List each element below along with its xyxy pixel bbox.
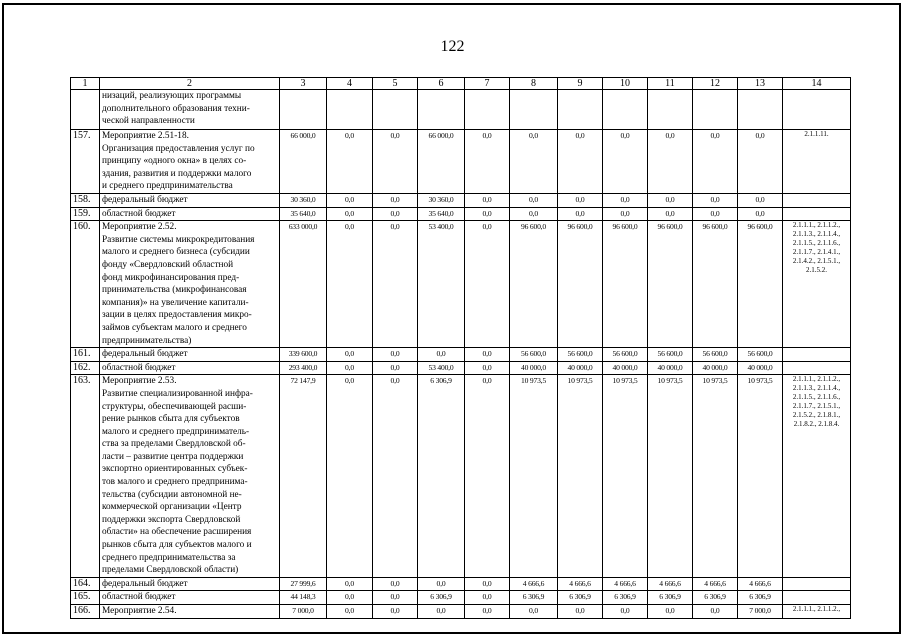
value-cell: 0,0	[327, 194, 373, 208]
description-line: принципу «одного окна» в целях со-	[102, 156, 247, 167]
value-cell: 0,0	[327, 207, 373, 221]
table-row	[71, 605, 851, 619]
budget-table	[70, 77, 851, 619]
column-header-13: 13	[738, 78, 783, 90]
description-line: экспортно ориентированных субъек-	[102, 464, 248, 475]
row-description	[100, 130, 280, 194]
value-cell: 96 600,0	[558, 221, 603, 348]
row-description	[100, 221, 280, 348]
table-body	[71, 78, 851, 619]
row-description	[100, 577, 280, 591]
value-cell: 0,0	[465, 221, 510, 348]
column-header-9: 9	[558, 78, 603, 90]
value-cell: 40 000,0	[510, 361, 558, 375]
value-cell: 53 400,0	[418, 361, 465, 375]
description-line: Организация предоставления услуг по	[102, 143, 255, 154]
value-cell	[373, 90, 418, 130]
indicator-line: 2.1.1.7., 2.1.5.1.,	[792, 402, 841, 411]
row-description	[100, 348, 280, 362]
description-line: федеральный бюджет	[102, 349, 188, 360]
target-indicators-cell	[783, 90, 851, 130]
value-cell: 0,0	[603, 207, 648, 221]
row-number: 163.	[71, 375, 100, 578]
description-line: здания, развития и поддержки малого	[102, 168, 252, 179]
value-cell: 66 000,0	[280, 130, 327, 194]
value-cell: 0,0	[648, 194, 693, 208]
value-cell: 0,0	[373, 605, 418, 619]
column-header-10: 10	[603, 78, 648, 90]
value-cell: 0,0	[558, 194, 603, 208]
value-cell: 0,0	[327, 361, 373, 375]
row-description	[100, 194, 280, 208]
value-cell: 0,0	[418, 577, 465, 591]
value-cell: 40 000,0	[603, 361, 648, 375]
description-line: принимательства (микрофинансовая	[102, 285, 247, 296]
value-cell: 6 306,9	[648, 591, 693, 605]
value-cell: 0,0	[373, 194, 418, 208]
value-cell: 7 000,0	[738, 605, 783, 619]
value-cell: 0,0	[693, 605, 738, 619]
value-cell: 293 400,0	[280, 361, 327, 375]
value-cell: 0,0	[738, 130, 783, 194]
column-header-14: 14	[783, 78, 851, 90]
value-cell: 0,0	[465, 591, 510, 605]
indicator-line: 2.1.5.2., 2.1.8.1.,	[792, 411, 841, 420]
description-line: тов малого и среднего предпринима-	[102, 477, 248, 488]
value-cell: 0,0	[738, 207, 783, 221]
description-line: пределами Свердловской области)	[102, 565, 239, 576]
indicator-line: 2.1.1.1., 2.1.1.2.,	[792, 375, 841, 384]
value-cell: 40 000,0	[693, 361, 738, 375]
value-cell: 6 306,9	[738, 591, 783, 605]
value-cell: 6 306,9	[418, 591, 465, 605]
description-line: дополнительного образования техни-	[102, 103, 250, 114]
table-row	[71, 577, 851, 591]
indicator-line: 2.1.8.2., 2.1.8.4.	[793, 420, 840, 429]
indicator-line: 2.1.1.1., 2.1.1.2.,	[792, 605, 841, 613]
value-cell: 0,0	[465, 605, 510, 619]
description-line: федеральный бюджет	[102, 578, 188, 589]
table-row	[71, 207, 851, 221]
indicator-line: 2.1.1.3., 2.1.1.4.,	[792, 384, 841, 393]
value-cell	[418, 90, 465, 130]
target-indicators-cell	[783, 361, 851, 375]
row-number: 166.	[71, 605, 100, 619]
value-cell: 0,0	[558, 130, 603, 194]
value-cell: 0,0	[603, 605, 648, 619]
value-cell: 0,0	[465, 194, 510, 208]
value-cell: 0,0	[693, 130, 738, 194]
description-line: предпринимательства)	[102, 335, 192, 346]
row-number: 157.	[71, 130, 100, 194]
indicator-line: 2.1.1.11.	[804, 130, 829, 138]
value-cell: 72 147,9	[280, 375, 327, 578]
row-description	[100, 605, 280, 619]
value-cell	[738, 90, 783, 130]
value-cell: 30 360,0	[280, 194, 327, 208]
value-cell: 6 306,9	[603, 591, 648, 605]
value-cell: 0,0	[327, 375, 373, 578]
value-cell: 0,0	[693, 207, 738, 221]
value-cell: 96 600,0	[693, 221, 738, 348]
value-cell: 0,0	[327, 221, 373, 348]
value-cell: 10 973,5	[558, 375, 603, 578]
value-cell: 0,0	[648, 207, 693, 221]
value-cell: 0,0	[327, 605, 373, 619]
description-line: Мероприятие 2.53.	[102, 376, 177, 387]
value-cell: 56 600,0	[558, 348, 603, 362]
value-cell: 4 666,6	[510, 577, 558, 591]
column-header-4: 4	[327, 78, 373, 90]
value-cell: 0,0	[510, 194, 558, 208]
row-description	[100, 361, 280, 375]
description-line: ческой направленности	[102, 116, 195, 127]
row-number	[71, 90, 100, 130]
description-line: и среднего предпринимательства	[102, 181, 233, 192]
row-description	[100, 90, 280, 130]
table-row	[71, 375, 851, 578]
value-cell: 0,0	[510, 207, 558, 221]
description-line: ласти – развитие центра поддержки	[102, 451, 244, 462]
value-cell: 96 600,0	[648, 221, 693, 348]
value-cell	[280, 90, 327, 130]
description-line: структуры, обеспечивающей расши-	[102, 401, 247, 412]
value-cell: 56 600,0	[693, 348, 738, 362]
table-row	[71, 361, 851, 375]
row-description	[100, 375, 280, 578]
column-header-1: 1	[71, 78, 100, 90]
value-cell: 4 666,6	[738, 577, 783, 591]
description-line: тельства (субсидии автономной не-	[102, 489, 242, 500]
value-cell	[327, 90, 373, 130]
value-cell: 4 666,6	[693, 577, 738, 591]
value-cell	[558, 90, 603, 130]
column-header-2: 2	[100, 78, 280, 90]
target-indicators-cell	[783, 375, 851, 578]
value-cell: 56 600,0	[738, 348, 783, 362]
description-line: среднего предпринимательства за	[102, 552, 236, 563]
value-cell: 56 600,0	[510, 348, 558, 362]
value-cell: 0,0	[327, 348, 373, 362]
indicator-line: 2.1.4.2., 2.1.5.1.,	[792, 257, 841, 266]
column-header-11: 11	[648, 78, 693, 90]
value-cell: 10 973,5	[510, 375, 558, 578]
target-indicators-cell	[783, 591, 851, 605]
target-indicators-cell	[783, 194, 851, 208]
value-cell: 633 000,0	[280, 221, 327, 348]
row-number: 165.	[71, 591, 100, 605]
value-cell: 10 973,5	[603, 375, 648, 578]
description-line: области» на обеспечение расширения	[102, 527, 252, 538]
description-line: Мероприятие 2.51-18.	[102, 131, 189, 141]
value-cell: 0,0	[603, 130, 648, 194]
indicator-line: 2.1.1.1., 2.1.1.2.,	[792, 221, 841, 230]
value-cell	[603, 90, 648, 130]
description-line: займов субъектам малого и среднего	[102, 322, 247, 333]
value-cell: 10 973,5	[738, 375, 783, 578]
value-cell: 7 000,0	[280, 605, 327, 619]
value-cell: 0,0	[373, 221, 418, 348]
table-row	[71, 591, 851, 605]
description-line: низаций, реализующих программы	[102, 91, 242, 101]
description-line: областной бюджет	[102, 362, 176, 373]
indicator-line: 2.1.1.5., 2.1.1.6.,	[792, 393, 841, 402]
value-cell: 0,0	[373, 207, 418, 221]
value-cell: 35 640,0	[280, 207, 327, 221]
row-number: 158.	[71, 194, 100, 208]
value-cell: 66 000,0	[418, 130, 465, 194]
column-header-row	[71, 78, 851, 90]
value-cell: 4 666,6	[603, 577, 648, 591]
value-cell: 0,0	[465, 130, 510, 194]
value-cell: 0,0	[603, 194, 648, 208]
value-cell: 0,0	[373, 591, 418, 605]
value-cell: 0,0	[327, 130, 373, 194]
column-header-3: 3	[280, 78, 327, 90]
column-header-6: 6	[418, 78, 465, 90]
value-cell: 0,0	[738, 194, 783, 208]
column-header-8: 8	[510, 78, 558, 90]
value-cell: 6 306,9	[693, 591, 738, 605]
target-indicators-cell	[783, 207, 851, 221]
value-cell: 96 600,0	[738, 221, 783, 348]
description-line: Развитие системы микрокредитования	[102, 234, 255, 245]
row-number: 162.	[71, 361, 100, 375]
value-cell: 0,0	[648, 605, 693, 619]
description-line: коммерческой организации «Центр	[102, 502, 242, 513]
page-number: 122	[440, 38, 465, 55]
row-number: 159.	[71, 207, 100, 221]
value-cell: 0,0	[510, 605, 558, 619]
value-cell: 0,0	[327, 577, 373, 591]
value-cell: 53 400,0	[418, 221, 465, 348]
value-cell: 6 306,9	[418, 375, 465, 578]
target-indicators-cell	[783, 577, 851, 591]
value-cell	[510, 90, 558, 130]
indicator-line: 2.1.5.2.	[806, 266, 827, 275]
target-indicators-cell	[783, 130, 851, 194]
value-cell: 96 600,0	[603, 221, 648, 348]
table-row	[71, 221, 851, 348]
row-number: 160.	[71, 221, 100, 348]
value-cell: 30 360,0	[418, 194, 465, 208]
value-cell: 27 999,6	[280, 577, 327, 591]
description-line: федеральный бюджет	[102, 195, 188, 205]
column-header-7: 7	[465, 78, 510, 90]
value-cell: 0,0	[465, 361, 510, 375]
description-line: областной бюджет	[102, 592, 176, 603]
value-cell	[693, 90, 738, 130]
value-cell: 339 600,0	[280, 348, 327, 362]
description-line: малого и среднего предприниматель-	[102, 426, 250, 437]
description-line: ства за пределами Свердловской об-	[102, 439, 246, 450]
table-row	[71, 90, 851, 130]
row-number: 164.	[71, 577, 100, 591]
description-line: фонду «Свердловский областной	[102, 259, 234, 270]
value-cell: 0,0	[418, 605, 465, 619]
value-cell: 6 306,9	[510, 591, 558, 605]
description-line: рение рынков сбыта для субъектов	[102, 414, 240, 425]
value-cell: 0,0	[327, 591, 373, 605]
value-cell: 4 666,6	[648, 577, 693, 591]
value-cell: 0,0	[465, 348, 510, 362]
value-cell: 0,0	[465, 207, 510, 221]
value-cell: 0,0	[510, 130, 558, 194]
description-line: Развитие специализированной инфра-	[102, 388, 253, 399]
value-cell: 0,0	[465, 577, 510, 591]
value-cell	[648, 90, 693, 130]
value-cell: 0,0	[558, 605, 603, 619]
column-header-12: 12	[693, 78, 738, 90]
value-cell: 0,0	[373, 361, 418, 375]
value-cell: 0,0	[373, 348, 418, 362]
value-cell: 0,0	[558, 207, 603, 221]
row-description	[100, 207, 280, 221]
value-cell: 0,0	[465, 375, 510, 578]
row-number: 161.	[71, 348, 100, 362]
description-line: фонд микрофинансирования пред-	[102, 272, 240, 283]
value-cell: 0,0	[693, 194, 738, 208]
value-cell: 40 000,0	[648, 361, 693, 375]
value-cell: 10 973,5	[693, 375, 738, 578]
value-cell: 35 640,0	[418, 207, 465, 221]
indicator-line: 2.1.1.3., 2.1.1.4.,	[792, 230, 841, 239]
value-cell: 56 600,0	[648, 348, 693, 362]
table-row	[71, 194, 851, 208]
value-cell: 0,0	[373, 577, 418, 591]
description-line: зации в целях предоставления микро-	[102, 310, 252, 321]
column-header-5: 5	[373, 78, 418, 90]
value-cell: 96 600,0	[510, 221, 558, 348]
description-line: поддержки экспорта Свердловской	[102, 514, 241, 525]
value-cell: 40 000,0	[738, 361, 783, 375]
value-cell: 0,0	[373, 375, 418, 578]
description-line: малого и среднего бизнеса (субсидии	[102, 247, 250, 258]
description-line: компания)» на увеличение капитали-	[102, 297, 249, 308]
indicator-line: 2.1.1.7., 2.1.4.1.,	[792, 248, 841, 257]
description-line: рынков сбыта для субъектов малого и	[102, 540, 252, 551]
description-line: Мероприятие 2.54.	[102, 606, 177, 616]
value-cell: 44 148,3	[280, 591, 327, 605]
value-cell: 4 666,6	[558, 577, 603, 591]
value-cell: 6 306,9	[558, 591, 603, 605]
table-row	[71, 348, 851, 362]
description-line: Мероприятие 2.52.	[102, 222, 177, 233]
value-cell: 10 973,5	[648, 375, 693, 578]
table-row	[71, 130, 851, 194]
value-cell	[465, 90, 510, 130]
indicator-line: 2.1.1.5., 2.1.1.6.,	[792, 239, 841, 248]
value-cell: 40 000,0	[558, 361, 603, 375]
value-cell: 0,0	[418, 348, 465, 362]
row-description	[100, 591, 280, 605]
target-indicators-cell	[783, 221, 851, 348]
value-cell: 56 600,0	[603, 348, 648, 362]
target-indicators-cell	[783, 348, 851, 362]
value-cell: 0,0	[648, 130, 693, 194]
target-indicators-cell	[783, 605, 851, 619]
description-line: областной бюджет	[102, 208, 176, 219]
value-cell: 0,0	[373, 130, 418, 194]
